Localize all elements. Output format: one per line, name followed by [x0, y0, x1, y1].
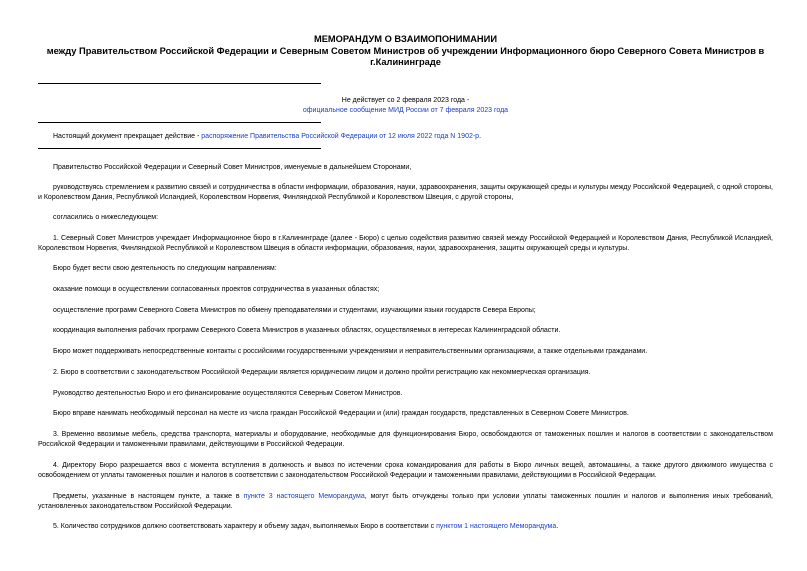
notice-link[interactable]: распоряжение Правительства Российской Федерации от 12 июля 2022 года N 1902-р [201, 133, 480, 140]
notice-suffix: . [479, 133, 482, 140]
paragraph-text: Предметы, указанные в настоящем пункте, а также в [53, 493, 244, 500]
paragraph: 2. Бюро в соответствии с законодательством Российской Федерации является юридическим лицом и должно пройти регистрацию как некоммерческая организация. [53, 369, 591, 376]
point-3-link[interactable]: пункте 3 настоящего Меморандума [243, 493, 365, 500]
paragraph [38, 522, 788, 532]
notice-text [38, 132, 773, 142]
point-1-link[interactable]: пунктом 1 настоящего Меморандума [436, 523, 557, 530]
document-subtitle: между Правительством Российской Федерации и Северным Советом Министров об учреждении Информационного бюро Северного Совета Министров в г.Калининграде [46, 46, 765, 67]
paragraph: 1. Северный Совет Министров учреждает Информационное бюро в г.Калининграде (далее - Бюро) с целью содействия развитию связей между Российской Федерацией и Королевством Дания, Республикой Исландией, Королевством Норвегия, Финляндской Республикой и Королевством Швеция в области информации, образования, науки, здравоохранения, защиты окружающей среды и культуры. [38, 235, 773, 252]
paragraph: 4. Директору Бюро разрешается ввоз с момента вступления в должность и вывоз по истечении срока командирования для работы в Бюро личных вещей, автомашины, а также другого движимого имущества с освобождением от уплаты таможенных пошлин и налогов в соответствии с законодательством Российской Федерации и таможенными правилами, действующими в Российской Федерации. [38, 462, 773, 479]
paragraph: Бюро может поддерживать непосредственные контакты с российскими государственными учреждениями и неправительственными организациями, а также отдельными гражданами. [53, 348, 648, 355]
paragraph: осуществление программ Северного Совета Министров по обмену преподавателями и студентами, изучающими языки государств Севера Европы; [53, 307, 536, 314]
status-link-line [38, 106, 773, 115]
paragraph-text: . [556, 523, 559, 530]
divider [38, 122, 321, 123]
status-line: Не действует со 2 февраля 2023 года - [341, 97, 470, 104]
notice-prefix: Настоящий документ прекращает действие - [53, 133, 202, 140]
paragraph: Правительство Российской Федерации и Северный Совет Министров, именуемые в дальнейшем Сторонами, [53, 164, 412, 171]
paragraph: руководствуясь стремлением к развитию связей и сотрудничества в области информации, образования, науки, здравоохранения, защиты окружающей среды и культуры между Российской Федерацией, с одной стороны, и Королевством Дания, Республикой Исландией, Королевством Норвегия, Финляндской Республикой и Королевством Швеция, с другой стороны, [38, 184, 773, 201]
document-title: МЕМОРАНДУМ О ВЗАИМОПОНИМАНИИ [313, 34, 498, 44]
paragraph: Руководство деятельностью Бюро и его финансирование осуществляются Северным Советом Министров. [53, 390, 403, 397]
paragraph-text: , могут быть отчуждены только при условии уплаты таможенных пошлин и налогов и выполнения иных требований, установленных законодательством Российской Федерации. [38, 493, 773, 510]
paragraph-text: 5. Количество сотрудников должно соответствовать характеру и объему задач, выполняемых Бюро в соответствии с [53, 523, 437, 530]
status-link[interactable]: официальное сообщение МИД России от 7 февраля 2023 года [302, 107, 509, 114]
divider [38, 83, 321, 84]
paragraph: Бюро будет вести свою деятельность по следующим направлениям: [53, 265, 277, 272]
paragraph: оказание помощи в осуществлении согласованных проектов сотрудничества в указанных областях; [53, 286, 380, 293]
paragraph: координация выполнения рабочих программ Северного Совета Министров в указанных областях, осуществляемых в интересах Калининградской области. [53, 327, 561, 334]
divider [38, 148, 321, 149]
paragraph: Бюро вправе нанимать необходимый персонал на месте из числа граждан Российской Федерации и (или) граждан государств, представленных в Северном Совете Министров. [53, 410, 629, 417]
paragraph: 3. Временно ввозимые мебель, средства транспорта, материалы и оборудование, необходимые для функционирования Бюро, освобождаются от таможенных пошлин и налогов в соответствии с законодательством Российской Федерации и таможенными правилами, действующими в Российской Федерации. [38, 431, 773, 448]
paragraph [38, 492, 773, 511]
paragraph: согласились о нижеследующем: [53, 214, 159, 221]
